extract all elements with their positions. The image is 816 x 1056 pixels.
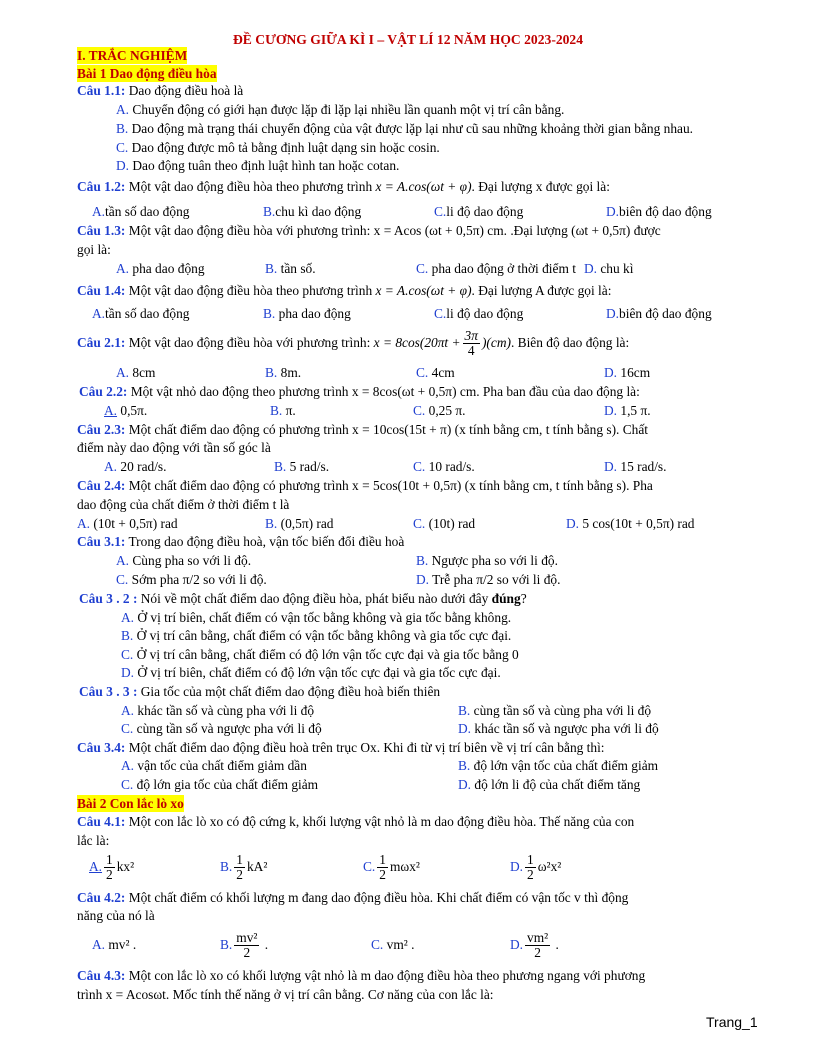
option-a: A. mv² . [92,937,137,952]
page-number: Trang_1 [706,1014,758,1030]
option-a: A. 0,5π. [104,403,148,418]
option-b: B. Dao động mà trạng thái chuyển động của vật được lặp lại như cũ sau những khoảng thời gian bằng nhau. [116,121,694,136]
option-d: D. khác tần số và ngược pha với li độ [458,721,659,736]
option-a: A. 8cm [116,365,156,380]
option-c: C. (10t) rad [413,516,476,531]
question-4-2: Câu 4.2: Một chất điểm có khối lượng m đang dao động điều hòa. Khi chất điểm có vận tốc v thì động [77,890,629,905]
question-4-3-cont: trình x = Acosωt. Mốc tính thế năng ở vị trí cân bằng. Cơ năng của con lắc là: [77,987,494,1002]
option-a: A. 20 rad/s. [104,459,167,474]
question-1-3: Câu 1.3: Một vật dao động điều hòa với phương trình: x = Acos (ωt + 0,5π) cm. .Đại lượng (ωt + 0,5π) được [77,223,661,238]
question-4-3: Câu 4.3: Một con lắc lò xo có khối lượng vật nhỏ là m dao động điều hòa theo phương ngang với phương [77,968,646,983]
question-1-4: Câu 1.4: Một vật dao động điều hòa theo phương trình x = A.cos(ωt + φ). Đại lượng A được gọi là: [77,283,612,298]
question-3-4: Câu 3.4: Một chất điểm dao động điều hoà trên trục Ox. Khi đi từ vị trí biên về vị trí cân bằng thì: [77,740,605,755]
option-c: C. Ở vị trí cân bằng, chất điểm có độ lớn vận tốc cực đại và gia tốc bằng 0 [121,647,519,662]
option-c: C. cùng tần số và ngược pha với li độ [121,721,322,736]
option-a: A. pha dao động [116,261,205,276]
option-d: D. Dao động tuân theo định luật hình tan hoặc cotan. [116,158,400,173]
option-b: B. Ở vị trí cân bằng, chất điểm có vận tốc bằng không và gia tốc cực đại. [121,628,512,643]
option-d: D. 1,5 π. [604,403,651,418]
option-c: C. Sớm pha π/2 so với li độ. [116,572,267,587]
question-4-1-cont: lắc là: [77,833,110,848]
option-a: A.tần số dao động [92,204,190,219]
question-1-3-cont: gọi là: [77,242,111,257]
option-d: D. $\frac{\text{vm²}}{2}$ . [510,930,559,961]
option-c: C. pha dao động ở thời điểm t D. chu kì [416,261,634,276]
option-c: C. 4cm [416,365,455,380]
question-3-1: Câu 3.1: Trong dao động điều hoà, vận tốc biến đổi điều hoà [77,534,405,549]
option-b: B. 8m. [265,365,302,380]
option-d: D. Ở vị trí biên, chất điểm có độ lớn vận tốc cực đại và gia tốc cực đại. [121,665,501,680]
section-heading: I. TRẮC NGHIỆM [77,48,188,63]
option-b: B. pha dao động [263,306,351,321]
option-c: C.li độ dao động [434,204,524,219]
question-2-3: Câu 2.3: Một chất điểm dao động có phương trình x = 10cos(15t + π) (x tính bằng cm, t tính bằng s). Chất [77,422,649,437]
option-d: D.biên độ dao động [606,306,712,321]
question-1-1 [77,82,243,99]
option-c: C. 0,25 π. [413,403,466,418]
option-d: D. 15 rad/s. [604,459,667,474]
option-a: A.tần số dao động [92,306,190,321]
option-b: B. (0,5π) rad [265,516,334,531]
question-2-4-cont: dao động của chất điểm ở thời điểm t là [77,497,290,512]
option-d: D. 16cm [604,365,651,380]
option-a: A. khác tần số và cùng pha với li độ [121,703,315,718]
option-a: A. $\frac{1}{2}$ kx² [89,852,135,883]
fraction: $\frac{3\pi}{4}$ [464,328,478,359]
option-b: B. $\frac{\text{mv²}}{2}$ . [220,930,269,961]
question-3-2: Câu 3 . 2 : Nói về một chất điểm dao động điều hòa, phát biểu nào dưới đây đúng? [79,591,527,606]
equation: x = A.cos(ωt + φ) [375,179,472,194]
option-a: A. Cùng pha so với li độ. [116,553,252,568]
question-2-4: Câu 2.4: Một chất điểm dao động có phương trình x = 5cos(10t + 0,5π) (x tính bằng cm, t tính bằng s). Pha [77,478,653,493]
option-d: D. độ lớn li độ của chất điểm tăng [458,777,641,792]
option-c: C. Dao động được mô tả bằng định luật dạng sin hoặc cosin. [116,140,440,155]
question-2-2: Câu 2.2: Một vật nhỏ dao động theo phương trình x = 8cos(ωt + 0,5π) cm. Pha ban đầu của dao động là: [79,384,640,399]
option-b: B. Ngược pha so với li độ. [416,553,558,568]
question-text: Dao động điều hoà là [125,83,244,98]
option-b: B. độ lớn vận tốc của chất điểm giảm [458,758,659,773]
option-b: B. tần số. [265,261,316,276]
question-label: Câu 1.1: [77,83,126,98]
option-b: B. cùng tần số và cùng pha với li độ [458,703,652,718]
option-d: D.biên độ dao động [606,204,712,219]
option-b: B.chu kì dao động [263,204,362,219]
option-c: C. 10 rad/s. [413,459,475,474]
option-d: D. 5 cos(10t + 0,5π) rad [566,516,695,531]
question-4-1: Câu 4.1: Một con lắc lò xo có độ cứng k, khối lượng vật nhỏ là m dao động điều hòa. Thế năng của con [77,814,635,829]
option-a: A. Chuyển động có giới hạn được lặp đi lặp lại nhiều lần quanh một vị trí cân bằng. [116,102,565,117]
option-a: A. (10t + 0,5π) rad [77,516,178,531]
option-b: B. π. [270,403,296,418]
option-c: C. vm² . [371,937,415,952]
option-b: B. $\frac{1}{2}$ kA² [220,852,268,883]
equation: x = A.cos(ωt + φ) [375,283,472,298]
question-2-1: Câu 2.1: Một vật dao động điều hòa với phương trình: x = 8cos(20πt + $\frac{3\pi}{4}$ )(cm). Biên độ dao động là: [77,328,630,359]
question-3-3: Câu 3 . 3 : Gia tốc của một chất điểm dao động điều hoà biến thiên [79,684,441,699]
lesson-1-heading: Bài 1 Dao động điều hòa [77,66,217,81]
option-d: D. $\frac{1}{2}$ ω²x² [510,852,562,883]
lesson-2-heading: Bài 2 Con lắc lò xo [77,796,184,811]
option-a: A. Ở vị trí biên, chất điểm có vận tốc bằng không và gia tốc bằng không. [121,610,512,625]
question-1-2: Câu 1.2: Một vật dao động điều hòa theo phương trình x = A.cos(ωt + φ). Đại lượng x được gọi là: [77,179,610,194]
page-title: ĐỀ CƯƠNG GIỮA KÌ I – VẬT LÍ 12 NĂM HỌC 2023-2024 [232,32,584,47]
option-a: A. vận tốc của chất điểm giảm dần [121,758,307,773]
option-c: C.li độ dao động [434,306,524,321]
question-4-2-cont: năng của nó là [77,908,155,923]
question-2-3-cont: điểm này dao động với tần số góc là [77,440,271,455]
option-b: B. 5 rad/s. [274,459,330,474]
option-c: C. $\frac{1}{2}$ mωx² [363,852,420,883]
option-d: D. Trễ pha π/2 so với li độ. [416,572,561,587]
option-c: C. độ lớn gia tốc của chất điểm giảm [121,777,319,792]
